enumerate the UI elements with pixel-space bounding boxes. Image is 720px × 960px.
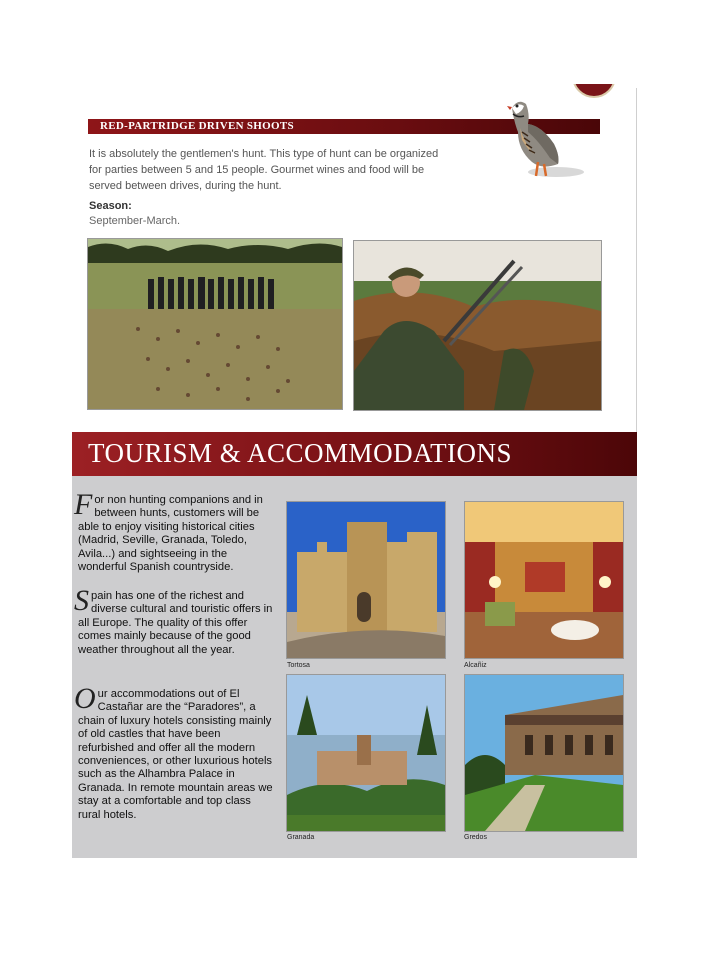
gredos-photo [464,674,624,832]
intro-text: It is absolutely the gentlemen's hunt. This type of hunt can be organized for parties between 5 and 15 people. Gourmet wines and food will be served between drives, during the hunt. [89,148,439,192]
hunt-group-photo [87,238,343,410]
page-edge [636,88,637,433]
tourism-paragraph [74,488,276,574]
season-label: Season: [89,200,132,212]
alcaniz-photo [464,501,624,659]
granada-photo [286,674,446,832]
drop-cap: O [74,682,96,715]
tourism-heading: TOURISM & ACCOMMODATIONS [88,438,513,468]
tourism-paragraph [74,682,276,822]
paragraph-text: pain has one of the richest and diverse cultural and touristic offers in all Europe. The quality of this offer comes mainly because of the good weather throughout all the year. [78,590,273,656]
season-value: September-March. [89,215,181,227]
section-heading: RED-PARTRIDGE DRIVEN SHOOTS [100,120,294,132]
photo-caption: Alcañiz [464,662,487,669]
photo-caption: Granada [287,834,315,841]
photo-caption: Gredos [464,834,487,841]
drop-cap: S [74,584,89,617]
photo-caption: Tortosa [287,662,310,669]
paragraph-text: or non hunting companions and in between hunts, customers will be able to enjoy visiting historical cities (Madrid, Seville, Granada, Toledo, Avila...) and sightseeing in the wonderful Spanish countryside. [78,494,263,574]
hunter-photo [353,240,602,411]
paragraph-text: ur accommodations out of El Castañar are the “Paradores”, a chain of luxury hotels consisting mainly of old castles that have been refurbished and offer all the modern conveniences, or other luxurious hotels such as the Alhambra Palace in Granada. In remote mountain areas we stay at a comfortable and top class rural hotels. [78,688,273,821]
tourism-heading-band [72,432,637,476]
drop-cap: F [74,488,93,521]
partridge-icon [498,92,588,184]
tortosa-photo [286,501,446,659]
tourism-paragraph [74,584,276,657]
